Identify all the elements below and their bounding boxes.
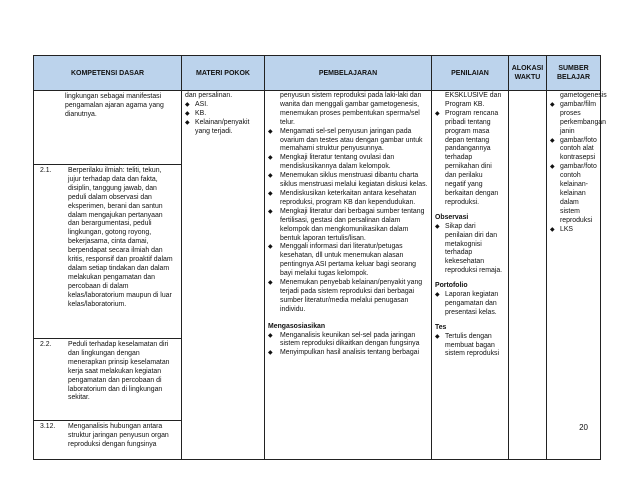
kd-number: 2.1. xyxy=(40,167,52,174)
pembelajaran-list-2 xyxy=(268,332,428,359)
kd-text: Berperilaku ilmiah: teliti, tekun, jujur terhadap data dan fakta, disiplin, tanggung jawab, dan peduli dalam observasi dan eksperimen, berani dan santun dalam mengajukan pertanyaan dan berargumentasi, peduli lingkungan, gotong royong, bekerjasama, cinta damai, berpendapat secara ilmiah dan kritis, responsif dan proaktif dalam dalam setiap tindakan dan dalam melakukan pengamatan dan percobaan di dalam kelas/laboratorium maupun di luar kelas/laboratorium. xyxy=(68,167,173,308)
sumber-list xyxy=(550,100,606,235)
penilaian-cell xyxy=(432,91,509,460)
list-item: ◆ Menemukan siklus menstruasi dibantu charta siklus menstruasi melalui kegiatan diskusi kelas. xyxy=(268,172,428,190)
section-heading: Tes xyxy=(435,323,447,331)
list-item: ◆ Program rencana pribadi tentang program masa depan tentang pandangannya terhadap pernikahan dini dan perilaku negatif yang berkaitan dengan reproduksi. xyxy=(435,110,505,208)
kd-number: 2.2. xyxy=(40,341,52,348)
list-item: ◆ gambar/foto contoh alat kontrasepsi xyxy=(550,137,597,164)
header-penilaian: PENILAIAN xyxy=(432,56,509,91)
page-number: 20 xyxy=(579,423,588,432)
list-item: ◆ Mengkaji literatur dari berbagai sumber tentang fertilisasi, gestasi dan persalinan dalam kelompok dan mengkomunikasikan dalam bentuk laporan tertulis/lisan. xyxy=(268,208,428,244)
section-heading: Portofolio xyxy=(435,282,468,290)
header-materi-pokok: MATERI POKOK xyxy=(182,56,265,91)
sumber-intro: gametogenesis xyxy=(560,92,607,99)
kd-cell xyxy=(34,91,182,165)
pembelajaran-intro: penyusun sistem reproduksi pada laki-laki dan wanita dan menggali gambar gametogenesis, menemukan proses pembentukan sperma/sel telur. xyxy=(280,92,422,126)
pembelajaran-list xyxy=(268,128,428,315)
header-alokasi-waktu: ALOKASI WAKTU xyxy=(509,56,547,91)
list-item: ◆ Mendiskusikan keterkaitan antara kesehatan reproduksi, program KB dan kependudukan. xyxy=(268,190,428,208)
list-item: ◆ gambar/foto contoh kelainan-kelainan dalam sistem reproduksi xyxy=(550,163,597,225)
table-header-row xyxy=(34,56,601,91)
section-heading: Observasi xyxy=(435,213,469,221)
penilaian-intro: EKSKLUSIVE dan Program KB. xyxy=(445,92,502,108)
pembelajaran-cell xyxy=(265,91,432,460)
materi-intro: dan persalinan. xyxy=(185,92,233,99)
section-heading: Mengasosiasikan xyxy=(268,322,326,330)
alokasi-cell xyxy=(509,91,547,460)
kd-number: 3.12. xyxy=(40,423,56,430)
header-sumber-belajar: SUMBER BELAJAR xyxy=(547,56,601,91)
list-item: ◆ Laporan kegiatan pengamatan dan presentasi kelas. xyxy=(435,291,505,318)
kd-cell xyxy=(34,339,182,421)
materi-list xyxy=(185,101,261,137)
list-item: ◆ Menemukan penyebab kelainan/penyakit yang terjadi pada sistem reproduksi dari berbagai sumber literatur/media melalui penugasan individu. xyxy=(268,279,428,315)
list-item: ◆ ASI. xyxy=(185,101,261,110)
list-item: ◆ LKS xyxy=(550,226,597,235)
kd-cell xyxy=(34,165,182,339)
penilaian-list xyxy=(435,223,505,276)
list-item: ◆ Menganalisis keunikan sel-sel pada jaringan sistem reproduksi dikaitkan dengan fungsinya xyxy=(268,332,428,350)
list-item: ◆ gambar/film proses perkembangan janin xyxy=(550,101,597,137)
sumber-cell xyxy=(547,91,607,460)
list-item: ◆ Tertulis dengan membuat bagan sistem reproduksi xyxy=(435,333,505,360)
list-item: ◆ Menyimpulkan hasil analisis tentang berbagai xyxy=(268,349,428,358)
kd-text: lingkungan sebagai manifestasi pengamalan ajaran agama yang dianutnya. xyxy=(65,93,164,118)
header-pembelajaran: PEMBELAJARAN xyxy=(265,56,432,91)
lesson-plan-table xyxy=(33,55,607,460)
kd-text: Menganalisis hubungan antara struktur jaringan penyusun organ reproduksi dengan fungsinya xyxy=(68,423,169,448)
list-item: ◆ KB. xyxy=(185,110,261,119)
table-row xyxy=(34,91,601,165)
list-item: ◆ Sikap dari penilaian diri dan metakognisi terhadap kekesehatan reproduksi remaja. xyxy=(435,223,505,276)
penilaian-list xyxy=(435,291,505,318)
penilaian-list xyxy=(435,110,505,208)
kd-cell xyxy=(34,421,182,460)
list-item: ◆ Mengamati sel-sel penyusun jaringan pada ovarium dan testes atau dengan gambar untuk memahami struktur penyusunnya. xyxy=(268,128,428,155)
header-kompetensi-dasar: KOMPETENSI DASAR xyxy=(34,56,182,91)
list-item: ◆ Menggali informasi dari literatur/petugas kesehatan, dll untuk menemukan alasan pentingnya ASI pertama keluar bagi seorang bayi melalui tugas kelompok. xyxy=(268,243,428,279)
kd-text: Peduli terhadap keselamatan diri dan lingkungan dengan menerapkan prinsip keselamatan kerja saat melakukan kegiatan pengamatan dan percobaan di laboratorium dan di lingkungan sekitar. xyxy=(68,341,170,402)
list-item: ◆ Mengkaji literatur tentang ovulasi dan mendiskusikannya dalam kelompok. xyxy=(268,154,428,172)
list-item: ◆ Kelainan/penyakit yang terjadi. xyxy=(185,119,261,137)
materi-cell xyxy=(182,91,265,460)
penilaian-list xyxy=(435,333,505,360)
